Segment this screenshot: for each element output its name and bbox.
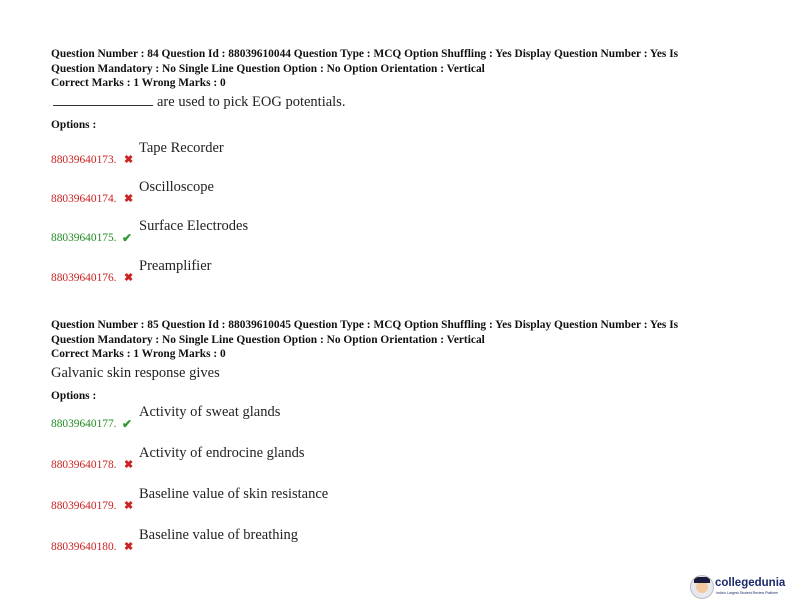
option-id: 88039640180. xyxy=(51,541,117,553)
question-stem xyxy=(51,93,751,111)
fill-in-blank xyxy=(53,93,153,106)
cross-icon: ✖ xyxy=(124,499,134,512)
option-id: 88039640173. xyxy=(51,154,117,166)
option-id: 88039640178. xyxy=(51,459,117,471)
mascot-icon xyxy=(690,575,714,599)
check-icon: ✔ xyxy=(122,231,133,245)
option-item xyxy=(51,527,651,553)
question-marks: Correct Marks : 1 Wrong Marks : 0 xyxy=(51,77,226,89)
option-id: 88039640174. xyxy=(51,193,117,205)
cross-icon: ✖ xyxy=(124,153,134,166)
question-meta-line2: Question Mandatory : No Single Line Question Option : No Option Orientation : Vertical xyxy=(51,62,485,75)
option-item xyxy=(51,179,651,205)
question-meta-line1: Question Number : 85 Question Id : 88039610045 Question Type : MCQ Option Shuffling : Yes Display Question Number : Yes Is xyxy=(51,319,679,331)
option-id: 88039640179. xyxy=(51,500,117,512)
check-icon: ✔ xyxy=(122,417,133,431)
question-84 xyxy=(51,47,751,131)
option-text: Surface Electrodes xyxy=(139,218,249,234)
option-item xyxy=(51,404,651,430)
question-stem-text: are used to pick EOG potentials. xyxy=(157,93,346,110)
option-text: Activity of endrocine glands xyxy=(139,445,305,461)
logo-name: collegedunia xyxy=(715,577,786,589)
option-item xyxy=(51,486,651,512)
option-item xyxy=(51,445,651,471)
question-85 xyxy=(51,318,751,402)
option-text: Baseline value of breathing xyxy=(139,527,299,543)
options-label: Options : xyxy=(51,389,97,402)
question-meta-line1: Question Number : 84 Question Id : 88039610044 Question Type : MCQ Option Shuffling : Yes Display Question Number : Yes Is xyxy=(51,48,679,60)
option-id: 88039640176. xyxy=(51,272,117,284)
option-text: Baseline value of skin resistance xyxy=(139,486,329,502)
cross-icon: ✖ xyxy=(124,192,134,205)
question-meta-line2: Question Mandatory : No Single Line Question Option : No Option Orientation : Vertical xyxy=(51,333,485,346)
option-text: Oscilloscope xyxy=(139,179,214,195)
question-marks: Correct Marks : 1 Wrong Marks : 0 xyxy=(51,348,226,360)
option-id: 88039640175. xyxy=(51,232,117,244)
question-stem: Galvanic skin response gives xyxy=(51,364,220,381)
option-text: Preamplifier xyxy=(139,258,212,274)
option-item xyxy=(51,140,651,166)
logo-tagline: India's Largest Student Review Platform xyxy=(716,591,779,595)
option-id: 88039640177. xyxy=(51,418,117,430)
cross-icon: ✖ xyxy=(124,458,134,471)
option-text: Activity of sweat glands xyxy=(139,404,281,420)
cross-icon: ✖ xyxy=(124,540,134,553)
option-text: Tape Recorder xyxy=(139,140,224,156)
collegedunia-logo xyxy=(690,573,786,603)
cross-icon: ✖ xyxy=(124,271,134,284)
option-item xyxy=(51,218,651,244)
options-label: Options : xyxy=(51,118,97,131)
option-item xyxy=(51,258,651,284)
